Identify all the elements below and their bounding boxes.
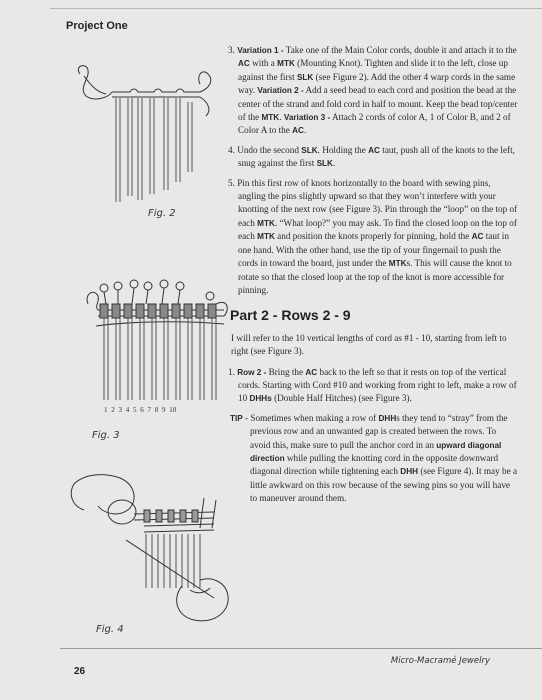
step-text: s they tend to “stray” from the previous row and an unwanted gap is created between the rows. To avoid this, make sure to pull the anchor cord in an	[250, 412, 508, 450]
cord-numbers: 1 2 3 4 5 6 7 8 9 10	[104, 406, 177, 414]
bold-term: TIP	[230, 413, 243, 423]
figure-4-illustration	[64, 468, 234, 628]
figure-2-illustration	[72, 62, 222, 212]
bold-term: AC	[305, 367, 318, 377]
step-text: 4. Undo the second	[228, 144, 302, 155]
bold-term: MTK	[388, 259, 407, 269]
step-item	[228, 177, 518, 298]
bold-term: MTK	[261, 113, 280, 123]
instructions-column	[228, 44, 518, 512]
mounting-knot-drawing	[72, 62, 222, 212]
step-text: Take one of the Main Color cords, double it and attach it to the	[283, 45, 517, 55]
intro-paragraph: I will refer to the 10 vertical lengths of cord as #1 - 10, starting from left to right (see Figure 3).	[231, 332, 507, 357]
book-title: Micro-Macramé Jewelry	[390, 656, 490, 666]
bold-term: MTK	[277, 59, 295, 69]
step-text: (see Figure 2). Add the other 4 warp cords in the same way.	[238, 71, 516, 96]
step-text: - Sometimes when making a row of	[242, 412, 379, 423]
page-number: 26	[74, 666, 86, 677]
step-text: 1.	[228, 366, 238, 377]
knot-row-drawing	[84, 274, 234, 404]
bold-term: DHHs	[249, 394, 272, 404]
step-text: (Mounting Knot). Tighten and slide it to the left, close up against the first	[238, 58, 508, 82]
top-rule	[50, 8, 542, 9]
bold-term: Variation 1 -	[237, 46, 284, 55]
step-text: taut in one hand. With the other hand, use the tip of your fingernail to push the cords in toward the board, just under the	[238, 231, 509, 269]
tip-paragraph	[228, 412, 518, 506]
step-text: (Double Half Hitches) (see Figure 3).	[271, 393, 412, 404]
steps-bottom-list	[228, 366, 518, 506]
step-text: (see Figure 4). It may be a little awkward on this row because of the sewing pins so you will have to maneuver around them.	[250, 466, 518, 504]
steps-top-list	[228, 44, 518, 297]
bold-term: SLK	[316, 159, 333, 169]
step-text: with a	[249, 58, 278, 69]
step-text: Bring the	[266, 366, 306, 377]
section-label: Project One	[66, 20, 128, 32]
figure-3-illustration	[84, 274, 234, 404]
step-item	[228, 144, 518, 171]
step-text: s. This will cause the knot to rotate so that the closed loop at the top of the knot is more accessible for pinning.	[238, 258, 512, 295]
bold-term: AC	[368, 145, 380, 155]
step-text: back to the left so that it rests on top of the vertical cords. Starting with Cord #10 and working from right to left, make a row of 10	[238, 366, 517, 404]
bold-term: Row 2 -	[237, 367, 267, 377]
bold-term: SLK	[296, 72, 314, 82]
step-text: while pulling the knotting cord in the opposite downward diagonal direction while tightening each	[250, 452, 499, 477]
step-text: 5. Pin this first row of knots horizontally to the board with sewing pins, angling the pins slightly upward so that they won’t interfere with your knotting of the next row (see Figure 3). Pin through the “loop” on the top of each	[228, 177, 518, 228]
figure-4-caption: Fig. 4	[96, 624, 124, 635]
step-text: .	[279, 112, 284, 123]
figure-3-caption: Fig. 3	[92, 430, 120, 441]
bold-term: SLK	[301, 145, 318, 155]
bold-term: DHH	[400, 467, 419, 477]
figure-2-caption: Fig. 2	[148, 208, 176, 219]
step-item	[228, 366, 518, 406]
step-text: . Holding the	[317, 144, 369, 155]
bold-term: AC	[292, 126, 304, 136]
bold-term: Variation 3 -	[283, 113, 331, 123]
step-item	[228, 44, 518, 138]
bold-term: DHH	[378, 413, 397, 423]
footer-rule	[60, 648, 542, 649]
step-text: .	[303, 125, 307, 136]
bold-term: upward diagonal direction	[250, 440, 502, 463]
step-text: . “What loop?” you may ask. To find the closed loop on the top of each	[238, 217, 517, 242]
bold-term: AC	[471, 232, 484, 242]
bold-term: Variation 2 -	[257, 86, 304, 96]
step-text: .	[332, 158, 336, 169]
bold-term: MTK	[257, 232, 275, 242]
hands-knotting-drawing	[64, 468, 234, 628]
step-text: Attach 2 cords of color A, 1 of Color B, and 2 of Color A to the	[238, 112, 511, 136]
part-heading: Part 2 - Rows 2 - 9	[230, 307, 351, 324]
step-text: 3.	[228, 45, 238, 55]
bold-term: MTK	[257, 218, 275, 228]
step-text: Add a seed bead to each cord and position the bead at the center of the strand and fold cord in half to mount. Keep the bead top/center of the	[238, 85, 518, 123]
bold-term: AC	[238, 59, 250, 69]
step-text: and position the knots properly for pinning, hold the	[274, 231, 472, 242]
step-text: taut, push all of the knots to the left, snug against the first	[238, 144, 515, 169]
